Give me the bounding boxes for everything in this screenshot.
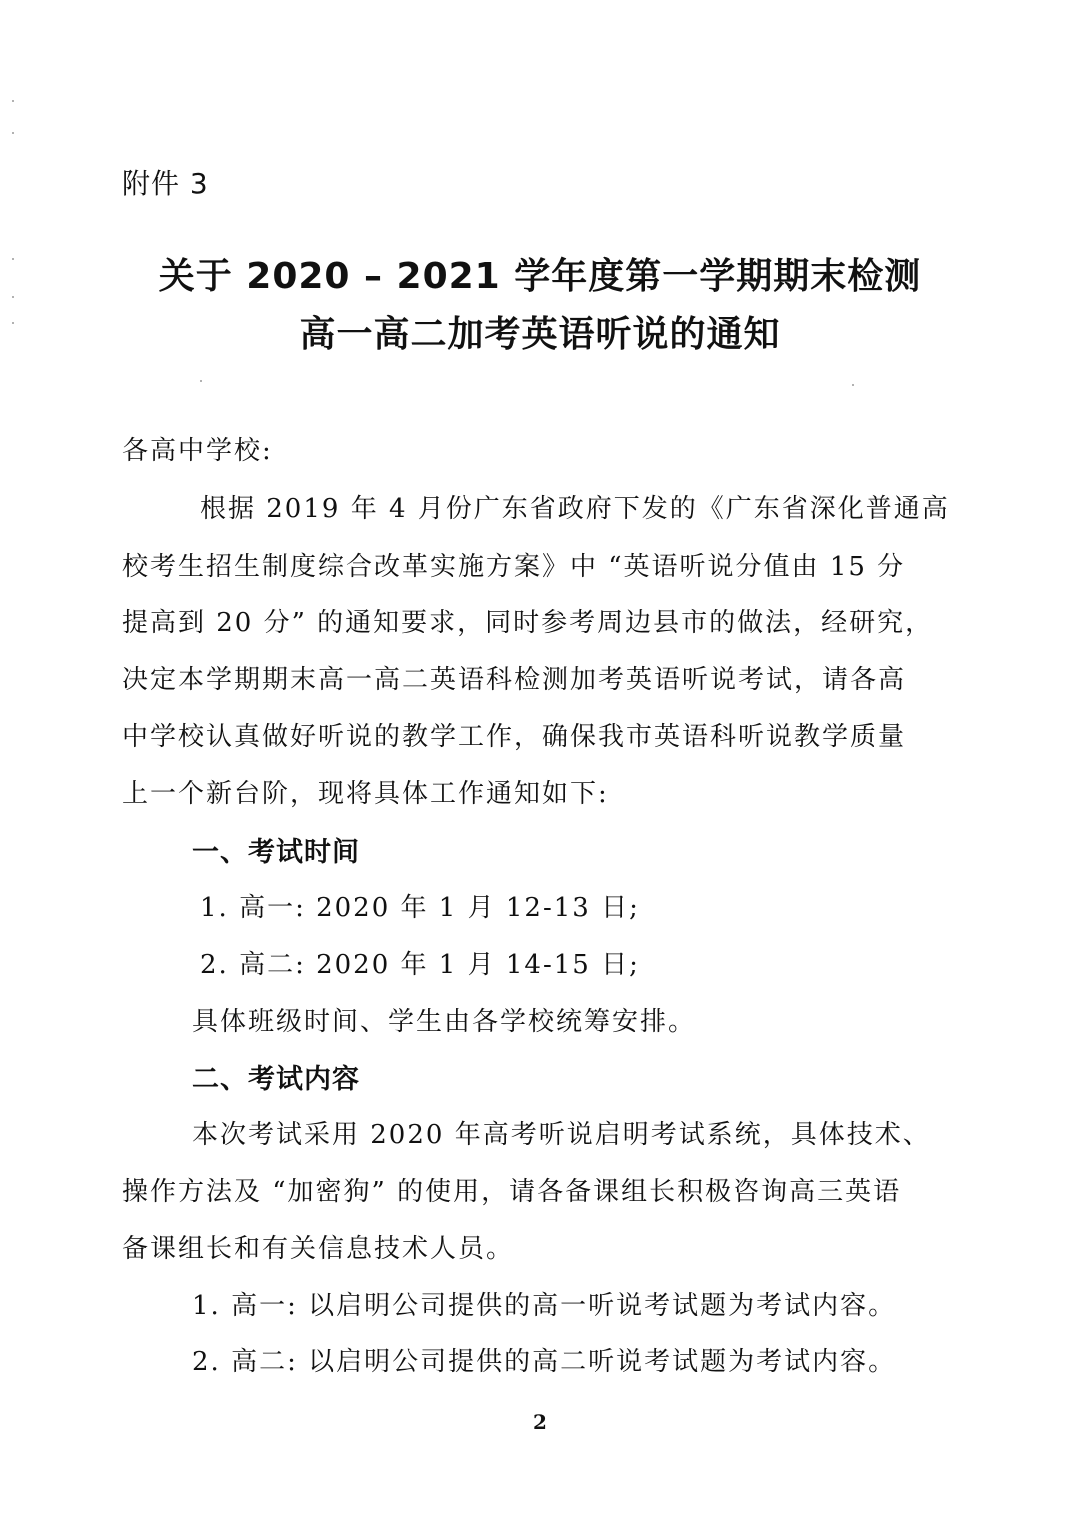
section-note: 具体班级时间、学生由各学校统筹安排。 [192,1007,697,1037]
document-title-line-2: 高一高二加考英语听说的通知 [299,314,781,355]
paragraph-line: 操作方法及 “加密狗” 的使用，请各备课组长积极咨询高三英语 [122,1177,902,1207]
scan-speck [852,384,854,386]
attachment-label: 附件 3 [122,167,209,200]
paragraph-line: 上一个新台阶，现将具体工作通知如下: [122,779,609,809]
paragraph-line: 本次考试采用 2020 年高考听说启明考试系统，具体技术、 [192,1120,931,1150]
section-heading-exam-content: 二、考试内容 [192,1064,360,1095]
scan-speck [200,380,202,382]
paragraph-line: 提高到 20 分” 的通知要求，同时参考周边县市的做法，经研究， [122,608,934,638]
paragraph-line: 中学校认真做好听说的教学工作，确保我市英语科听说教学质量 [122,722,907,752]
list-item: 2. 高二: 2020 年 1 月 14-15 日; [200,950,640,980]
list-item: 1. 高一: 2020 年 1 月 12-13 日; [200,893,640,923]
scan-speck [12,100,14,102]
paragraph-line: 校考生招生制度综合改革实施方案》中 “英语听说分值由 15 分 [122,552,906,582]
document-title-line-1: 关于 2020 – 2021 学年度第一学期期末检测 [158,256,922,297]
paragraph-line: 根据 2019 年 4 月份广东省政府下发的《广东省深化普通高 [200,494,950,524]
salutation: 各高中学校: [122,436,273,466]
paragraph-line: 备课组长和有关信息技术人员。 [122,1234,515,1264]
scan-speck [12,132,14,134]
list-item: 2. 高二: 以启明公司提供的高二听说考试题为考试内容。 [192,1347,897,1377]
paragraph-line: 决定本学期期末高一高二英语科检测加考英语听说考试，请各高 [122,665,907,695]
section-heading-exam-time: 一、考试时间 [192,837,360,868]
list-item: 1. 高一: 以启明公司提供的高一听说考试题为考试内容。 [192,1291,897,1321]
page-number: 2 [533,1410,547,1434]
